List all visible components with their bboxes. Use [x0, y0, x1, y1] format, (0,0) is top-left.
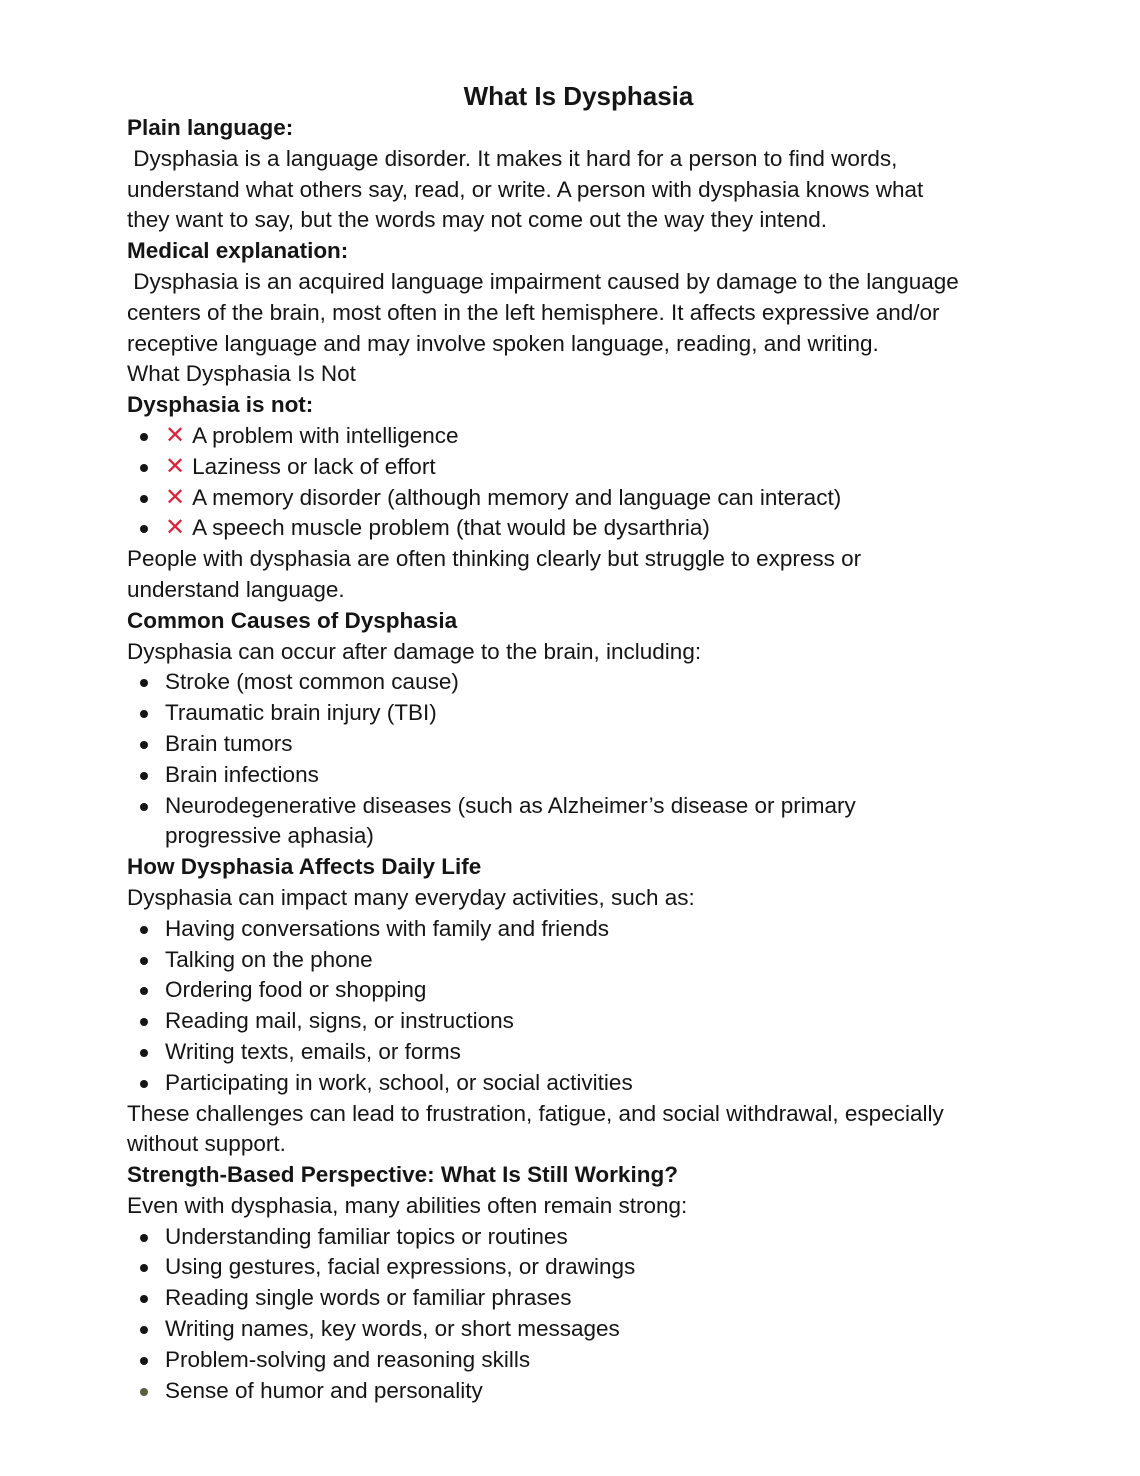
list-item — [127, 1006, 1020, 1037]
bullet — [140, 1018, 148, 1026]
medical-explanation-line: receptive language and may involve spoken language, reading, and writing. — [127, 330, 879, 356]
bullet — [140, 957, 148, 965]
list-item-text: Brain infections — [165, 761, 319, 787]
bullet — [140, 464, 148, 472]
bullet — [140, 1234, 148, 1242]
list-item — [127, 452, 1020, 483]
list-item — [127, 667, 1020, 698]
page-title: What Is Dysphasia — [463, 81, 694, 111]
list-item — [127, 945, 1020, 976]
list-item-text: A problem with intelligence — [192, 422, 459, 448]
bullet — [140, 926, 148, 934]
list-item-text: Traumatic brain injury (TBI) — [165, 700, 437, 726]
cross-mark-icon: ✕ — [165, 452, 186, 480]
bullet — [140, 1264, 148, 1272]
body-line: These challenges can lead to frustration, fatigue, and social withdrawal, especially — [127, 1100, 944, 1126]
list-item-text: A memory disorder (although memory and language can interact) — [192, 484, 842, 510]
list-item — [127, 1283, 1020, 1314]
list-item-text: Laziness or lack of effort — [192, 453, 436, 479]
list-item — [127, 791, 905, 853]
bullet — [140, 803, 148, 811]
dysphasia-is-not-heading: Dysphasia is not: — [127, 392, 314, 418]
list-item — [127, 1345, 1020, 1376]
list-item — [127, 1222, 1020, 1253]
list-item-text: A speech muscle problem (that would be dysarthria) — [192, 515, 710, 541]
list-item — [127, 1376, 1020, 1407]
list-item — [127, 760, 1020, 791]
cross-mark-icon: ✕ — [165, 514, 186, 542]
strengths-list — [127, 1222, 1020, 1407]
bullet — [140, 710, 148, 718]
plain-language-heading: Plain language: — [127, 115, 294, 140]
bullet — [140, 772, 148, 780]
list-item-text: Talking on the phone — [165, 946, 373, 972]
plain-language-line: Dysphasia is a language disorder. It makes it hard for a person to find words, — [127, 145, 898, 171]
list-item-text: Having conversations with family and friends — [165, 915, 609, 941]
bullet — [140, 741, 148, 749]
cross-mark-icon: ✕ — [165, 483, 186, 511]
daily-life-intro: Dysphasia can impact many everyday activities, such as: — [127, 884, 695, 910]
bullet — [140, 1326, 148, 1334]
body-line: understand language. — [127, 576, 345, 602]
list-item — [127, 421, 1020, 452]
list-item — [127, 729, 1020, 760]
list-item-text: Neurodegenerative diseases (such as Alzheimer’s disease or primary progressive aphasia) — [165, 792, 856, 849]
list-item — [127, 698, 1020, 729]
list-item-text: Brain tumors — [165, 730, 293, 756]
list-item — [127, 1068, 1020, 1099]
list-item-text: Reading single words or familiar phrases — [165, 1285, 572, 1311]
causes-heading: Common Causes of Dysphasia — [127, 607, 458, 633]
list-item — [127, 1037, 1020, 1068]
bullet — [140, 495, 148, 503]
bullet — [140, 433, 148, 441]
list-item-text: Writing texts, emails, or forms — [165, 1038, 461, 1064]
causes-intro: Dysphasia can occur after damage to the brain, including: — [127, 638, 702, 664]
bullet — [140, 1295, 148, 1303]
medical-explanation-line: Dysphasia is an acquired language impairment caused by damage to the language — [127, 268, 959, 294]
list-item-text: Understanding familiar topics or routines — [165, 1223, 568, 1249]
list-item — [127, 975, 1020, 1006]
body-line: without support. — [127, 1131, 286, 1157]
list-item — [127, 1314, 1020, 1345]
body-line: People with dysphasia are often thinking clearly but struggle to express or — [127, 546, 862, 572]
causes-list — [127, 667, 1020, 852]
list-item-text: Ordering food or shopping — [165, 977, 427, 1003]
bullet — [140, 1080, 148, 1088]
bullet — [140, 1357, 148, 1365]
what-dysphasia-is-not-heading: What Dysphasia Is Not — [127, 361, 356, 387]
medical-explanation-line: centers of the brain, most often in the left hemisphere. It affects expressive and/or — [127, 299, 940, 325]
bullet — [140, 1388, 148, 1396]
list-item-text: Stroke (most common cause) — [165, 669, 459, 695]
list-item — [127, 513, 1020, 544]
strengths-heading: Strength-Based Perspective: What Is Still Working? — [127, 1162, 678, 1188]
list-item — [127, 1252, 1020, 1283]
not-list — [127, 421, 1020, 544]
strengths-intro: Even with dysphasia, many abilities often remain strong: — [127, 1192, 688, 1218]
bullet — [140, 525, 148, 533]
plain-language-line: they want to say, but the words may not come out the way they intend. — [127, 207, 827, 233]
list-item — [127, 483, 1020, 514]
list-item-text: Participating in work, school, or social activities — [165, 1069, 633, 1095]
list-item-text: Reading mail, signs, or instructions — [165, 1008, 514, 1034]
list-item-text: Sense of humor and personality — [165, 1377, 483, 1403]
medical-explanation-heading: Medical explanation: — [127, 238, 349, 264]
bullet — [140, 987, 148, 995]
list-item-text: Using gestures, facial expressions, or drawings — [165, 1254, 636, 1280]
bullet — [140, 1049, 148, 1057]
plain-language-line: understand what others say, read, or write. A person with dysphasia knows what — [127, 176, 924, 202]
list-item-text: Writing names, key words, or short messages — [165, 1316, 620, 1342]
cross-mark-icon: ✕ — [165, 421, 186, 449]
daily-life-heading: How Dysphasia Affects Daily Life — [127, 854, 482, 880]
bullet — [140, 679, 148, 687]
list-item — [127, 914, 1020, 945]
list-item-text: Problem-solving and reasoning skills — [165, 1346, 531, 1372]
daily-life-list — [127, 914, 1020, 1099]
